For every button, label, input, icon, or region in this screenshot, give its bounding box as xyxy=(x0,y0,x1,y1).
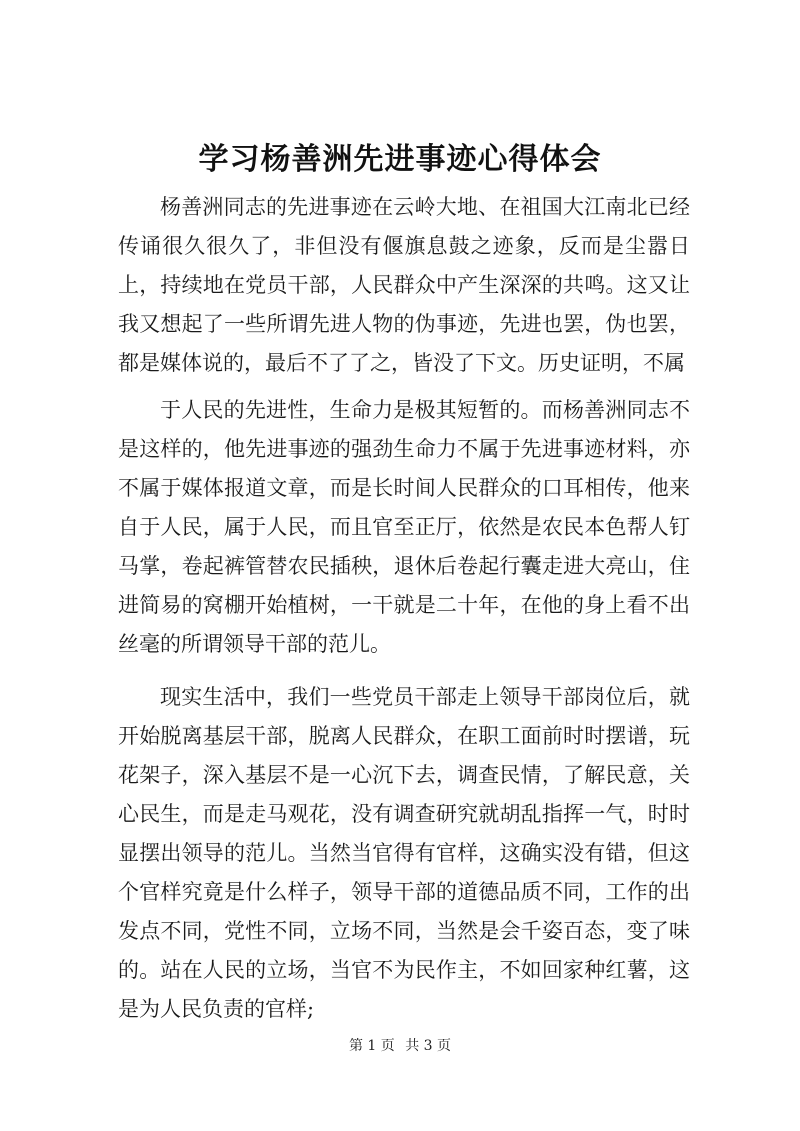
document-body xyxy=(118,188,690,1029)
paragraph-2: 于人民的先进性，生命力是极其短暂的。而杨善洲同志不是这样的，他先进事迹的强劲生命力不属于先进事迹材料，亦不属于媒体报道文章，而是长时间人民群众的口耳相传，他来自于人民，属于人民，而且官至正厅，依然是农民本色帮人钉马掌，卷起裤管替农民插秧，退休后卷起行囊走进大亮山，住进简易的窝棚开始植树，一干就是二十年，在他的身上看不出丝毫的所谓领导干部的范儿。 xyxy=(118,398,690,656)
paragraph-3: 现实生活中，我们一些党员干部走上领导干部岗位后，就开始脱离基层干部，脱离人民群众，在职工面前时时摆谱，玩花架子，深入基层不是一心沉下去，调查民情，了解民意，关心民生，而是走马观花，没有调查研究就胡乱指挥一气，时时显摆出领导的范儿。当然当官得有官样，这确实没有错，但这个官样究竟是什么样子，领导干部的道德品质不同，工作的出发点不同，党性不同，立场不同，当然是会千姿百态，变了味的。站在人民的立场，当官不为民作主，不如回家种红薯，这是为人民负责的官样; xyxy=(118,685,690,1021)
document-title: 学习杨善洲先进事迹心得体会 xyxy=(198,142,602,177)
page-number: 第 1 页 xyxy=(348,1038,395,1054)
page-total: 共 3 页 xyxy=(405,1038,452,1054)
paragraph-1: 杨善洲同志的先进事迹在云岭大地、在祖国大江南北已经传诵很久很久了，非但没有偃旗息鼓之迹象，反而是尘嚣日上，持续地在党员干部，人民群众中产生深深的共鸣。这又让我又想起了一些所谓先进人物的伪事迹，先进也罢，伪也罢，都是媒体说的，最后不了了之，皆没了下文。历史证明，不属 xyxy=(118,195,690,375)
page-footer xyxy=(0,1036,800,1056)
